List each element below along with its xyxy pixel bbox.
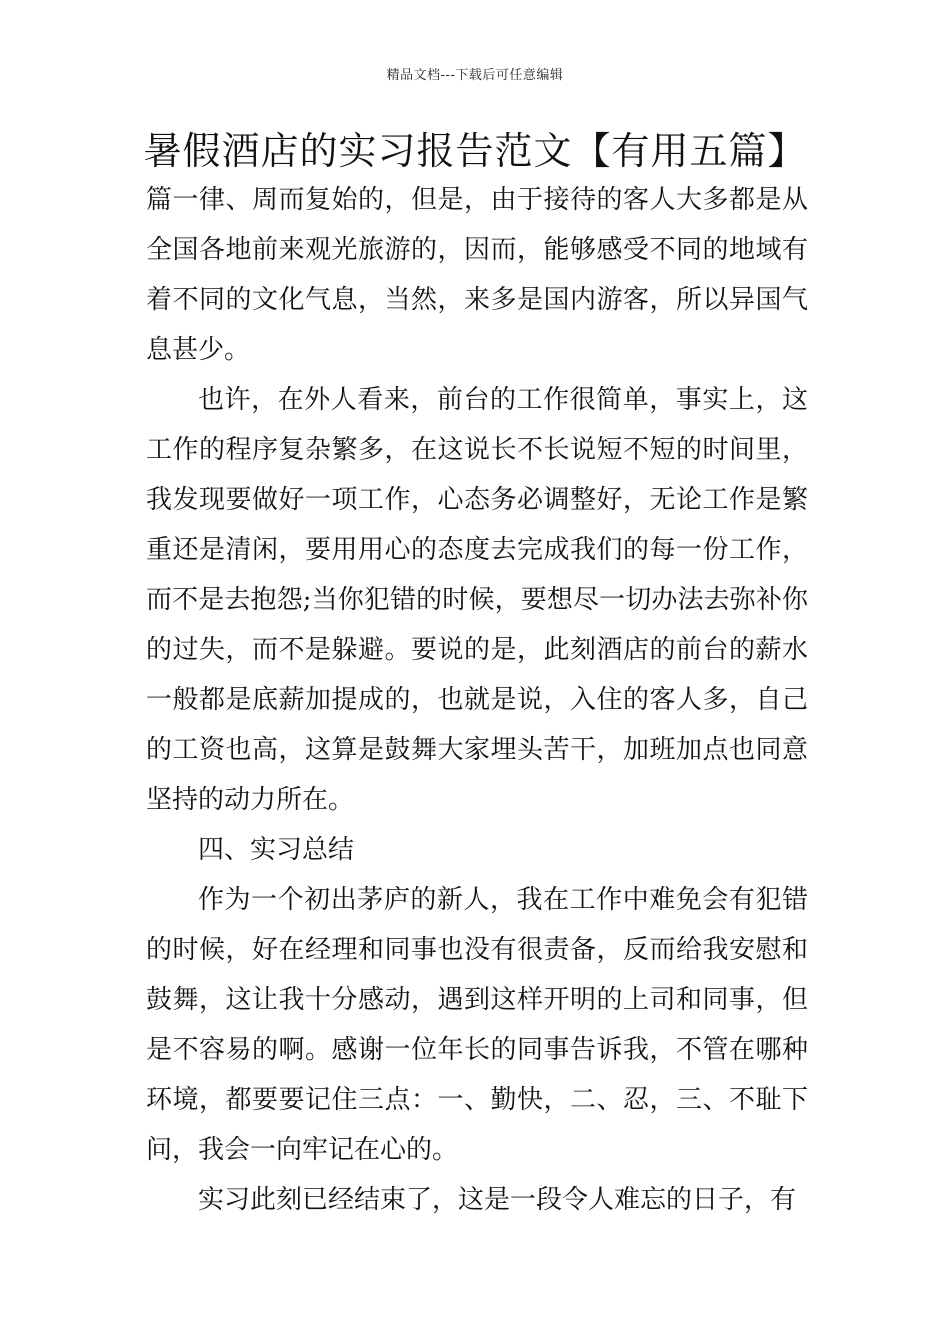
document-body: [146, 175, 808, 1225]
paragraph-continuation: 篇一律、周而复始的，但是，由于接待的客人大多都是从全国各地前来观光旅游的，因而，能够感受不同的地域有着不同的文化气息，当然，来多是国内游客，所以异国气息甚少。: [146, 185, 808, 365]
paragraph-newcomer: 作为一个初出茅庐的新人，我在工作中难免会有犯错的时候，好在经理和同事也没有很责备，反而给我安慰和鼓舞，这让我十分感动，遇到这样开明的上司和同事，但是不容易的啊。感谢一位年长的同事告诉我，不管在哪种环境，都要要记住三点：一、勤快，二、忍，三、不耻下问，我会一向牢记在心的。: [146, 885, 808, 1165]
document-title: 暑假酒店的实习报告范文【有用五篇】: [143, 129, 807, 173]
paragraph-front-desk-work: 也许，在外人看来，前台的工作很简单，事实上，这工作的程序复杂繁多，在这说长不长说短不短的时间里，我发现要做好一项工作，心态务必调整好，无论工作是繁重还是清闲，要用用心的态度去完成我们的每一份工作，而不是去抱怨;当你犯错的时候，要想尽一切办法去弥补你的过失，而不是躲避。要说的是，此刻酒店的前台的薪水一般都是底薪加提成的，也就是说，入住的客人多，自己的工资也高，这算是鼓舞大家埋头苦干，加班加点也同意坚持的动力所在。: [146, 385, 808, 815]
paragraph-internship-ended: 实习此刻已经结束了，这是一段令人难忘的日子，有: [198, 1185, 797, 1215]
section-heading-summary: 四、实习总结: [198, 835, 355, 865]
header-note: 精品文档---下载后可任意编辑: [386, 68, 564, 83]
